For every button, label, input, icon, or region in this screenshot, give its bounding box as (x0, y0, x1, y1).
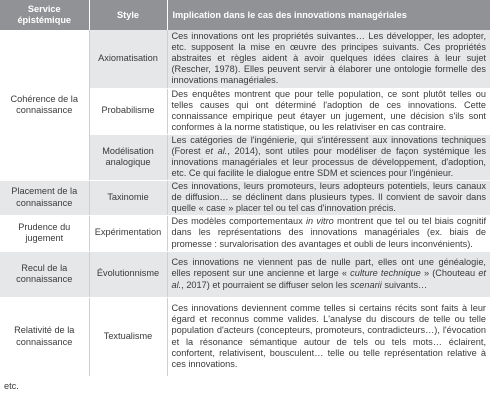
implication-text: Les catégories de l'ingénierie, qui s'intéressent aux innovations techniques (Forest (171, 134, 486, 156)
header-style: Style (89, 0, 167, 30)
style-cell: Textualisme (89, 297, 167, 376)
header-implication: Implication dans le cas des innovations managériales (167, 0, 490, 30)
implication-italic: scenarii (350, 279, 382, 290)
implication-cell: Ces innovations ont les propriétés suivantes… Les développer, les adopter, etc. supposent la mise en œuvre des principes suivants. Ces propriétés abstraites et règles aident à avoir quelques idées claires à leur sujet (Rescher, 1978). Elles peuvent servir à élaborer une ontologie formelle des innovations managériales. (167, 30, 490, 88)
implication-cell (167, 134, 490, 180)
implication-italic: in vitro (305, 216, 334, 227)
style-cell: Probabilisme (89, 88, 167, 134)
implication-cell: Des enquêtes montrent que pour telle population, ce sont plutôt telles ou telles causes qui ont déterminé l'adoption de ces innovations. Cette connaissance empirique peut étayer un jugement, une décision s'ils sont conformes à la norme statistique, ou les relativiser en cas contraire. (167, 88, 490, 134)
style-cell: Axiomatisation (89, 30, 167, 88)
implication-italic: et al. (205, 145, 228, 156)
implication-italic: culture technique (350, 268, 421, 279)
table-footer-etc: etc. (4, 381, 19, 391)
service-cell: Cohérence de la connaissance (0, 30, 89, 180)
style-cell: Taxinomie (89, 180, 167, 215)
style-cell: Modélisation analogique (89, 134, 167, 180)
style-cell: Évolutionnisme (89, 251, 167, 297)
table-header-row (0, 0, 490, 30)
table-row (0, 251, 490, 297)
implication-cell (167, 251, 490, 297)
style-cell: Expérimentation (89, 215, 167, 251)
implication-text: suivants… (381, 279, 428, 290)
implication-cell: Ces innovations deviennent comme telles si certains récits sont faits à leur égard et reconnus comme valides. L'analyse du discours de telle ou telle population d'acteurs (concepteurs, promoteurs, contradicteurs…), l'évocation et la résonance sémantique autour de tels ou tels mots… éclairent, confortent, relativisent, bousculent… telle ou telle représentation relative à ces innovations. (167, 297, 490, 376)
implication-text: montrent que tel ou tel biais cognitif dans les représentations des innovations managériales (ex. biais de promesse : survalorisation des avantages et oubli de leurs inconvénients). (171, 216, 486, 249)
implication-text: » (Chouteau (420, 268, 479, 279)
implication-text: , 2017) et pourraient se diffuser selon les (181, 279, 351, 290)
implication-cell (167, 215, 490, 251)
header-service: Service épistémique (0, 0, 89, 30)
table-row (0, 297, 490, 376)
implication-cell: Ces innovations, leurs promoteurs, leurs adopteurs potentiels, leurs canaux de diffusion… se déclinent dans plusieurs types. Il convient de savoir dans quelle « case » placer tel ou tel cas d'innovation précis. (167, 180, 490, 215)
table-row (0, 180, 490, 215)
service-cell: Relativité de la connaissance (0, 297, 89, 376)
service-cell: Prudence du jugement (0, 215, 89, 251)
implication-italic: et al. (171, 268, 486, 290)
implication-text: Ces innovations ne viennent pas de nulle part, elles ont une généalogie, elles reposent sur une ancienne et large « (171, 257, 486, 279)
table-row (0, 215, 490, 251)
service-cell: Placement de la connaissance (0, 180, 89, 215)
service-cell: Recul de la connaissance (0, 251, 89, 297)
implication-text: Des modèles comportementaux (171, 216, 306, 227)
implication-text: , 2014), sont utiles pour modéliser de façon systémique les innovations managériales et leur processus de développement, d'adoption, etc. Ce qui facilite le dialogue entre SDM et sciences pour l'ingénieur. (171, 145, 486, 179)
table-row (0, 30, 490, 88)
